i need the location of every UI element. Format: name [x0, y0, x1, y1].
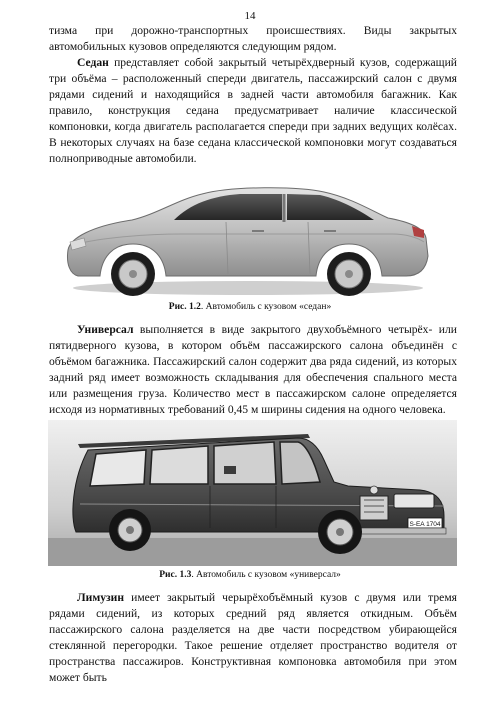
figure-caption-text: . Автомобиль с кузовом «седан» — [200, 302, 332, 312]
universal-front-wheel — [318, 510, 362, 554]
figure-caption-sedan — [0, 302, 500, 312]
license-plate: S-EA 1704 — [409, 521, 441, 528]
figure-number: Рис. 1.2 — [168, 302, 201, 312]
universal-car-image — [48, 420, 457, 566]
term-limousine: Лимузин — [77, 591, 125, 604]
term-sedan: Седан — [77, 56, 109, 69]
paragraph-sedan-text: представляет собой закрытый четырёхдверный кузов, содержащий три объёма – расположенный спереди двигатель, пассажирский салон с двумя рядами сидений и находящийся в задней части автомобиля багажник. Как правило, конструкция седана предусматривает наличие классической компоновки, когда двигатель располагается спереди при задних ведущих колёсах. В некоторых случаях на базе седана классической компоновки могут создаваться полноприводные автомобили. — [49, 56, 457, 165]
universal-rear-wheel — [109, 509, 151, 551]
figure-number: Рис. 1.3 — [159, 570, 192, 580]
paragraph-limousine — [49, 590, 457, 686]
text-block-bottom — [49, 590, 457, 686]
figure-caption-text: . Автомобиль с кузовом «универсал» — [191, 570, 341, 580]
text-block-middle — [49, 322, 457, 418]
paragraph-continuation: тизма при дорожно-транспортных происшествиях. Виды закрытых автомобильных кузовов определяются следующим рядом. — [49, 24, 457, 53]
figure-caption-universal — [0, 570, 500, 580]
paragraph-universal — [49, 322, 457, 418]
paragraph-sedan — [49, 55, 457, 167]
universal-figure — [48, 420, 457, 566]
sedan-rear-wheel — [327, 252, 371, 296]
sedan-figure — [62, 178, 434, 298]
page-number: 14 — [244, 10, 256, 22]
text-block-top — [49, 23, 457, 167]
paragraph-limousine-text: имеет закрытый черырёхобъёмный кузов с двумя или тремя рядами сидений, из которых средний ряд является откидным. Объём пассажирского салона разделяется на две части посредством убирающейся стеклянной перегородки. Такое решение отделяет пространство водителя от пространства пассажиров. Конструктивная компоновка автомобиля при этом может быть — [49, 591, 457, 684]
term-universal: Универсал — [77, 323, 134, 336]
sedan-front-wheel — [111, 252, 155, 296]
paragraph-universal-text: выполняется в виде закрытого двухобъёмного четырёх- или пятидверного кузова, в котором объём пассажирского салона объединён с объёмом багажника. Пассажирский салон содержит два ряда сидений, из которых задний ряд имеет возможность складывания для обеспечения спального места или размещения груза. Количество мест в пассажирском салоне определяется исходя из нормативных требований 0,45 м ширины сидения на одного человека. — [49, 323, 457, 416]
sedan-car-image — [62, 178, 434, 298]
